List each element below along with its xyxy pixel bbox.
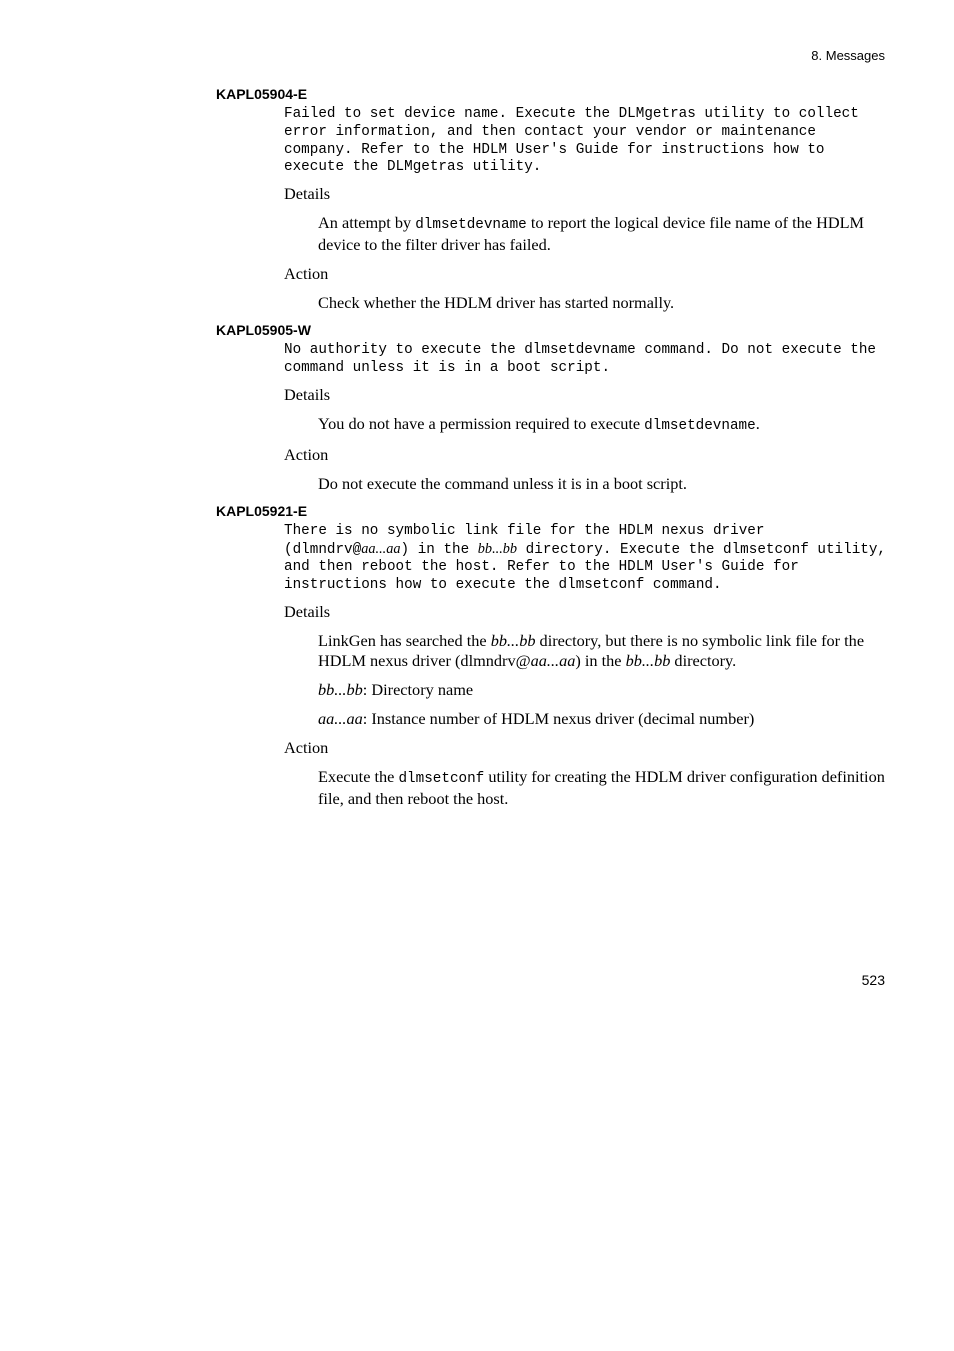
details-heading: Details xyxy=(284,184,331,204)
message-text-part: There is no symbolic link file for the HDLM nexus driver (dlmndrv@ xyxy=(284,522,765,558)
action-text: Execute the xyxy=(318,766,399,786)
action-heading: Action xyxy=(284,264,329,284)
variable-placeholder: aa...aa xyxy=(361,540,401,557)
command-name: dlmsetdevname xyxy=(644,417,756,434)
details-paragraph xyxy=(318,631,886,671)
variable-definition xyxy=(318,680,886,700)
details-heading: Details xyxy=(284,384,331,404)
variable-placeholder: aa...aa xyxy=(530,650,576,670)
message-id: KAPL05904-E xyxy=(216,86,308,102)
action-heading: Action xyxy=(284,444,329,464)
details-text: LinkGen has searched the xyxy=(318,630,491,650)
page-number: 523 xyxy=(861,972,885,988)
action-paragraph: Check whether the HDLM driver has started normally. xyxy=(318,293,675,313)
command-name: dlmsetconf xyxy=(398,770,485,787)
details-text: You do not have a permission required to execute xyxy=(318,413,645,433)
message-text-part: directory. Execute the dlmsetconf utility, and then reboot the host. Refer to the HDLM User's Guide for instructions how to execute the dlmsetconf command. xyxy=(284,541,887,594)
message-entry xyxy=(216,86,886,313)
action-paragraph xyxy=(318,767,886,809)
running-header: 8. Messages xyxy=(811,48,885,63)
variable-placeholder: bb...bb xyxy=(318,679,363,699)
details-paragraph xyxy=(318,414,886,436)
details-heading: Details xyxy=(284,601,331,621)
message-entry xyxy=(216,503,886,809)
details-text: . xyxy=(755,413,760,433)
action-heading: Action xyxy=(284,737,329,757)
variable-placeholder: bb...bb xyxy=(490,630,536,650)
message-id: KAPL05905-W xyxy=(216,322,311,339)
action-text: utility for creating the HDLM driver configuration definition file, and then reboot the host. xyxy=(318,766,885,808)
details-text: directory. xyxy=(670,650,737,670)
message-entry xyxy=(216,322,886,494)
definition-text: : Instance number of HDLM nexus driver (decimal number) xyxy=(362,708,755,728)
details-text: An attempt by xyxy=(318,213,416,233)
message-id: KAPL05921-E xyxy=(216,502,308,519)
command-name: dlmsetdevname xyxy=(415,217,527,234)
messages-content xyxy=(216,86,886,818)
variable-placeholder: bb...bb xyxy=(625,650,671,670)
message-text: No authority to execute the dlmsetdevname command. Do not execute the command unless it is in a boot script. xyxy=(284,342,876,376)
details-text: to report the logical device file name of the HDLM device to the filter driver has failed. xyxy=(318,213,865,255)
message-text-part: ) in the xyxy=(400,541,478,558)
message-text xyxy=(284,523,886,595)
definition-text: : Directory name xyxy=(362,679,474,699)
details-text: directory, but there is no symbolic link file for the HDLM nexus driver (dlmndrv@ xyxy=(318,630,865,670)
details-text: ) in the xyxy=(575,650,626,670)
variable-placeholder: aa...aa xyxy=(318,708,363,728)
details-paragraph xyxy=(318,213,886,255)
message-text: Failed to set device name. Execute the DLMgetras utility to collect error information, and then contact your vendor or maintenance company. Refer to the HDLM User's Guide for instructions how to execute the DLMgetras utility. xyxy=(284,106,859,176)
variable-placeholder: bb...bb xyxy=(477,540,518,557)
action-paragraph: Do not execute the command unless it is in a boot script. xyxy=(318,473,687,493)
variable-definition xyxy=(318,709,886,729)
